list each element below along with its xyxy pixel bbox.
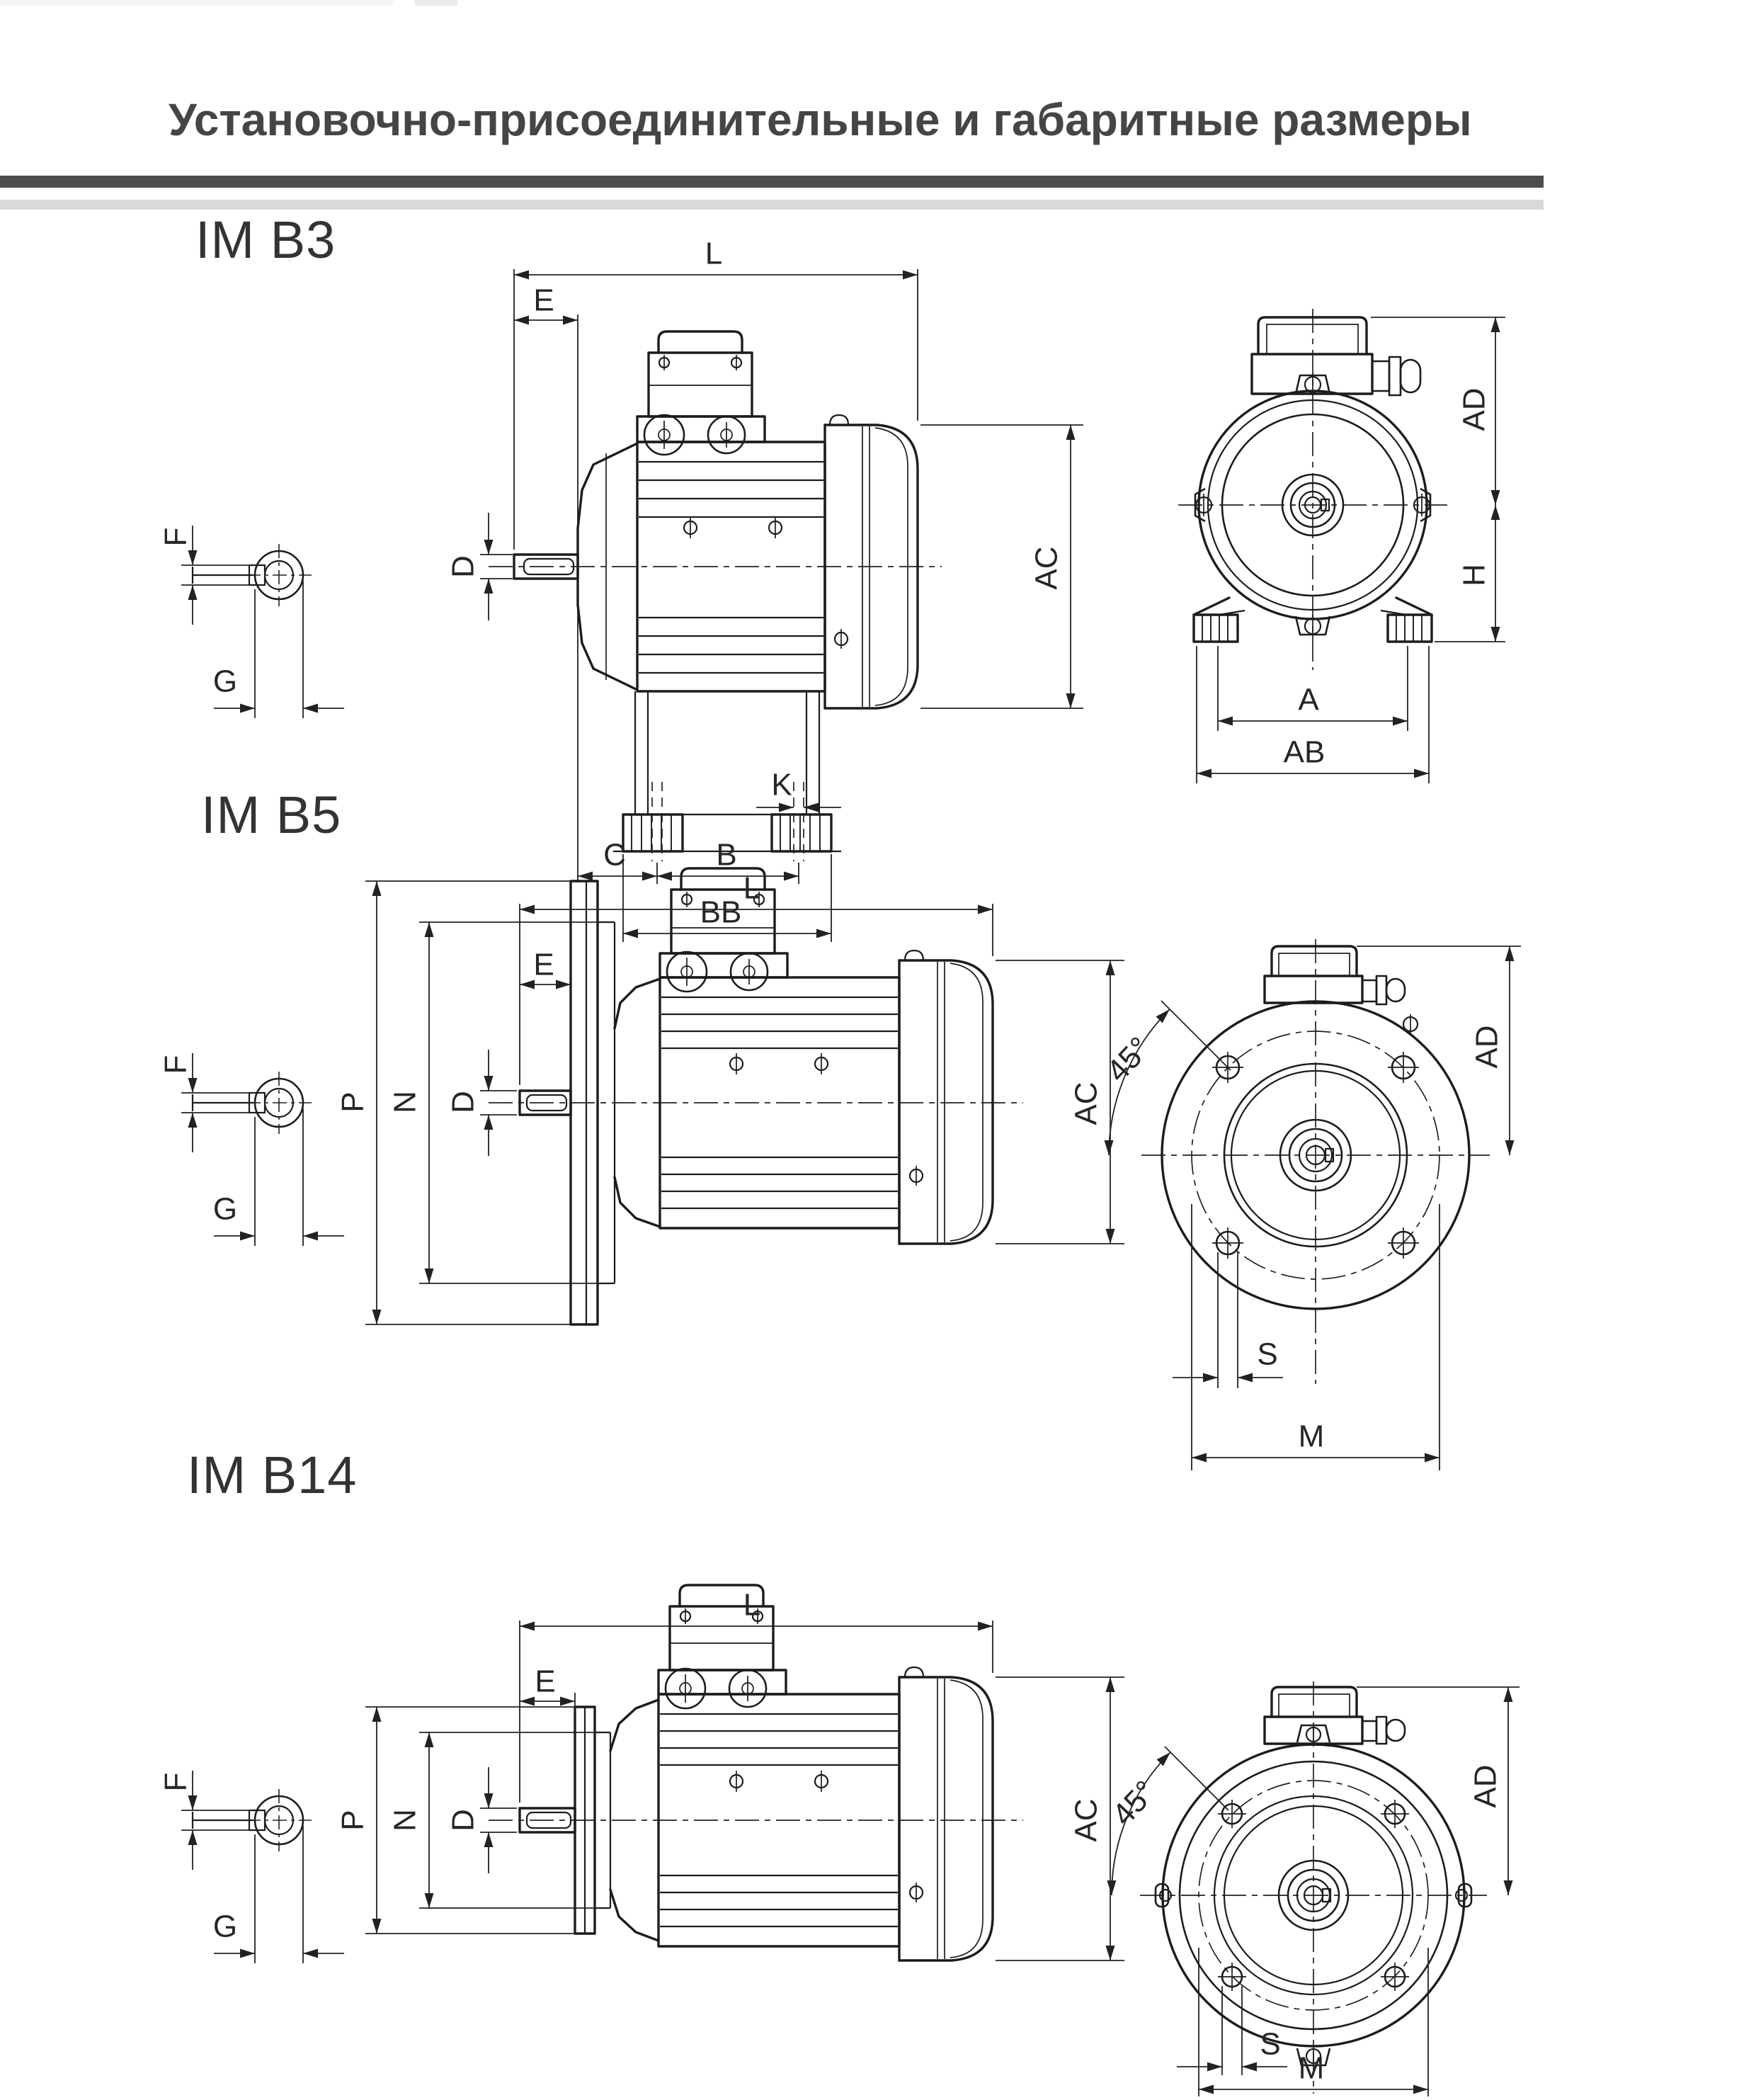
- imb3-end-dimensions: [1197, 317, 1505, 783]
- imb3-shaft-detail-view: [159, 526, 345, 718]
- dim-P-imb14: P: [335, 1810, 370, 1831]
- dim-L-imb14: L: [743, 1587, 761, 1623]
- dim-E-imb14: E: [535, 1664, 556, 1699]
- imb14-terminal-box: [658, 1585, 786, 1708]
- dim-AC-imb5: AC: [1068, 1082, 1104, 1125]
- dim-S-imb14: S: [1260, 2026, 1281, 2062]
- imb3-end-view: [1178, 309, 1505, 783]
- dim-E-imb3: E: [533, 283, 554, 318]
- imb14-side-view: [336, 1585, 1125, 1960]
- imb5-end-dimensions: [1100, 946, 1521, 1470]
- dim-M-imb14: M: [1298, 2050, 1325, 2086]
- imb5-side-view: [336, 868, 1125, 1324]
- dim-E-imb5: E: [533, 947, 554, 982]
- imb3-fan-cowl: [825, 415, 918, 708]
- dim-G-imb14: G: [212, 1909, 238, 1944]
- dim-K-imb3: K: [771, 767, 792, 802]
- dim-S-imb5: S: [1257, 1336, 1278, 1372]
- dim-F-imb14: F: [158, 1772, 193, 1792]
- imb14-end-view: [1105, 1681, 1520, 2096]
- imb3-end-terminal-box: [1252, 317, 1420, 395]
- imb5-end-terminal-box: [1265, 946, 1418, 1034]
- dim-C-imb3: C: [603, 837, 626, 873]
- dim-D-imb5: D: [445, 1091, 481, 1113]
- dim-N-imb5: N: [387, 1091, 423, 1113]
- imb5-side-dimensions: [336, 871, 1125, 1325]
- dim-M-imb5: M: [1298, 1419, 1325, 1454]
- dim-F-imb3: F: [158, 527, 193, 547]
- imb14-shaft-detail-view: [159, 1771, 345, 1963]
- dim-N-imb14: N: [387, 1809, 423, 1832]
- dim-L-imb5: L: [743, 870, 761, 906]
- dim-D-imb3: D: [445, 555, 481, 578]
- page-title: Установочно-присоединительные и габаритные размеры: [169, 94, 1472, 145]
- dim-BB-imb3: BB: [700, 895, 742, 930]
- imb3-terminal-box: [637, 331, 765, 455]
- dim-AD-imb5: AD: [1469, 1025, 1505, 1069]
- dim-D-imb14: D: [445, 1809, 481, 1832]
- dim-L-imb3: L: [705, 236, 723, 271]
- dim-G-imb3: G: [212, 664, 238, 699]
- dim-AC-imb14: AC: [1068, 1798, 1104, 1842]
- dim-G-imb5: G: [212, 1191, 238, 1227]
- imb3-cable-gland: [1372, 357, 1420, 395]
- imb14-cable-gland: [1362, 1717, 1405, 1744]
- dim-H-imb3: H: [1456, 564, 1492, 586]
- section-label-imb14: IM B14: [187, 1446, 358, 1504]
- imb14-end-terminal-box: [1265, 1687, 1405, 1744]
- imb14-fan-cowl: [899, 1667, 993, 1960]
- imb3-side-dimensions: [446, 237, 1084, 943]
- imb3-feet: [613, 691, 841, 861]
- dim-A-imb3: A: [1298, 682, 1319, 717]
- dim-F-imb5: F: [158, 1055, 193, 1074]
- dim-AD-imb3: AD: [1456, 387, 1492, 431]
- dim-AC-imb3: AC: [1029, 546, 1064, 590]
- imb5-terminal-box: [660, 868, 787, 992]
- dim-P-imb5: P: [335, 1091, 370, 1113]
- section-label-imb5: IM B5: [201, 785, 342, 844]
- dim-45-imb14: 45°: [1105, 1773, 1163, 1833]
- imb3-side-view: [446, 237, 1084, 943]
- imb5-fan-cowl: [899, 950, 993, 1244]
- dim-B-imb3: B: [716, 837, 737, 873]
- imb5-cable-gland: [1362, 976, 1405, 1004]
- dim-45-imb5: 45°: [1100, 1030, 1158, 1089]
- imb5-shaft-detail-view: [159, 1053, 345, 1246]
- dim-AD-imb14: AD: [1468, 1764, 1503, 1808]
- dim-AB-imb3: AB: [1283, 734, 1325, 770]
- section-label-imb3: IM B3: [195, 210, 336, 269]
- imb5-end-view: [1100, 939, 1521, 1470]
